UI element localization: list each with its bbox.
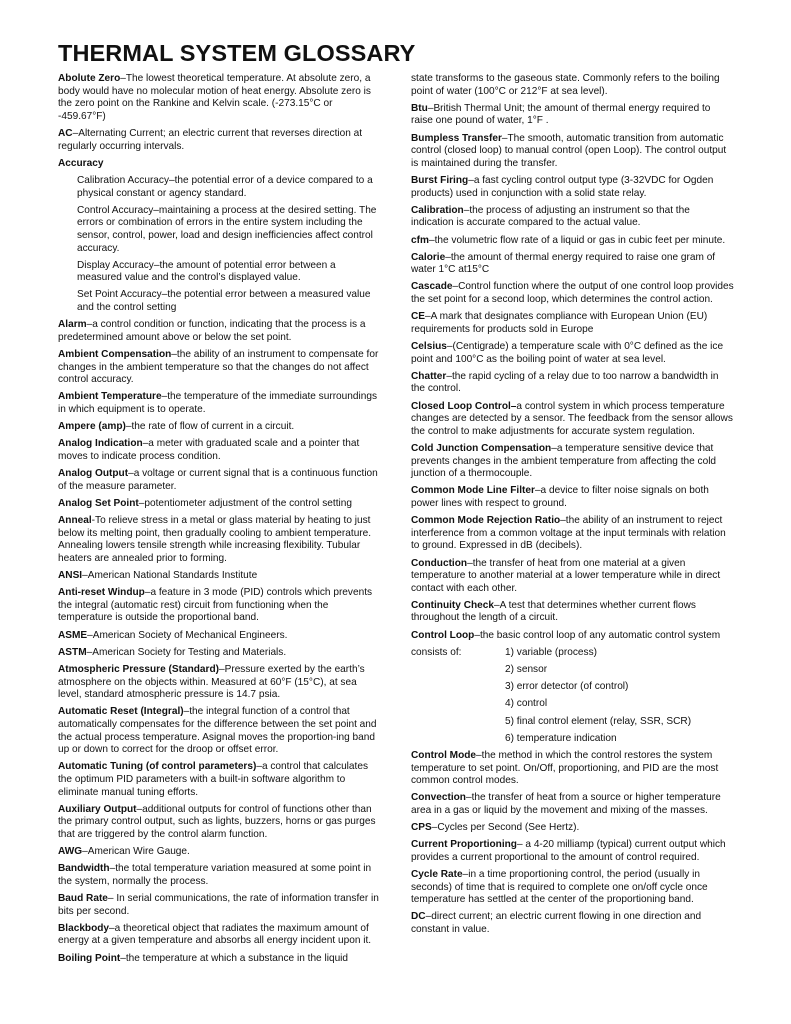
glossary-entry-calorie <box>411 252 735 277</box>
glossary-definition: –in a time proportioning control, the period (usually in seconds) of time that is required to complete one on/off cycle once temperature has settled at the center of the proportioning band. <box>411 869 708 906</box>
glossary-entry-cascade <box>411 281 735 306</box>
glossary-definition: –the temperature of the immediate surroundings in which equipment is to operate. <box>58 391 378 415</box>
glossary-entry-astm <box>58 647 381 660</box>
glossary-definition: –A mark that designates compliance with European Union (EU) requirements for products sold in Europe <box>411 311 708 335</box>
glossary-term: Ampere (amp) <box>58 421 126 433</box>
glossary-entry-ambient-compensation <box>58 349 381 387</box>
glossary-entry-accuracy <box>58 158 381 171</box>
control-loop-item: 6) temperature indication <box>505 732 617 744</box>
glossary-definition: –Pressure exerted by the earth’s atmosphere on the objects within. Measured at 60°F (15°C), at sea level, standard atmospheric pressure is 14.7 psia. <box>58 664 365 701</box>
glossary-term: cfm <box>411 234 429 246</box>
glossary-entry-convection <box>411 792 735 817</box>
glossary-definition: –the ability of an instrument to reject interference from a common voltage at the input terminals with relation to ground. Expressed in dB (decibels). <box>411 515 726 552</box>
glossary-term: Blackbody <box>58 922 110 934</box>
glossary-definition: –the rapid cycling of a relay due to too narrow a bandwidth in the control. <box>411 370 719 395</box>
glossary-definition: a control system in which process temperature changes are detected by a sensor. The feedback from the sensor allows the control to make adjustments for accurate system regulation. <box>411 400 733 437</box>
glossary-term: Control Mode <box>411 749 477 761</box>
glossary-term: Common Mode Line Filter <box>411 485 535 497</box>
glossary-definition: –the process of adjusting an instrument so that the indication is accurate compared to the actual value. <box>411 204 690 229</box>
glossary-entry-ac <box>58 128 381 153</box>
glossary-definition: –a control that calculates the optimum PID parameters with a built-in software algorithm to eliminate manual tuning efforts. <box>58 761 369 798</box>
glossary-term: Control Loop <box>411 629 475 641</box>
glossary-definition: –a temperature sensitive device that prevents changes in the ambient temperature from affecting the cold junction of a thermocouple. <box>411 442 717 480</box>
glossary-entry-ampere-amp <box>58 421 381 434</box>
glossary-definition: –The smooth, automatic transition from automatic control (closed loop) to manual control (open Loop). The control output is maintained during the transfer. <box>411 132 727 169</box>
glossary-definition: –Alternating Current; an electric current that reverses direction at regularly occurring intervals. <box>58 127 363 152</box>
glossary-definition: –Cycles per Second (See Hertz). <box>431 822 580 834</box>
glossary-term: CPS <box>411 822 432 834</box>
glossary-definition: –a theoretical object that radiates the maximum amount of energy at a given temperature and absorbs all energy incident upon it. <box>58 922 372 947</box>
glossary-entry-atmospheric-pressure-standard <box>58 664 381 702</box>
control-loop-item: 5) final control element (relay, SSR, SCR) <box>505 715 692 727</box>
glossary-entry-cycle-rate <box>411 869 735 907</box>
glossary-entry-anti-reset-windup <box>58 587 381 625</box>
glossary-term: Btu <box>411 102 428 114</box>
glossary-definition: –American Society for Testing and Materials. <box>86 646 287 658</box>
glossary-entry-conduction <box>411 558 735 596</box>
glossary-definition: –the transfer of heat from one material at a given temperature to another material at a lower temperature while in direct contact with each other. <box>411 557 721 594</box>
glossary-term: Cycle Rate <box>411 869 463 881</box>
glossary-term: Calorie <box>411 251 446 263</box>
glossary-subentry: Display Accuracy–the amount of potential error between a measured value and the control’s displayed value. <box>77 259 336 284</box>
glossary-definition: – In serial communications, the rate of information transfer in bits per second. <box>58 893 379 917</box>
glossary-term: Chatter <box>411 370 447 382</box>
glossary-term: Anti-reset Windup <box>58 587 145 599</box>
glossary-term: Accuracy <box>58 157 104 169</box>
glossary-term: Analog Output <box>58 468 129 480</box>
glossary-right-column <box>411 73 735 941</box>
glossary-term: Celsius <box>411 341 447 353</box>
glossary-term: ASME <box>58 629 88 641</box>
glossary-entry-abolute-zero <box>58 73 381 123</box>
glossary-entry-celsius <box>411 341 735 366</box>
glossary-definition: –the transfer of heat from a source or higher temperature area in a gas or liquid by the movement and mixing of the masses. <box>411 792 721 816</box>
glossary-definition: -To relieve stress in a metal or glass material by heating to just below its melting point, then gradually cooling to ambient temperature. Annealing lowers tensile strength while increasing flexibility. Tubular heaters are annealed prior to forming. <box>58 515 372 564</box>
glossary-entry-current-proportioning <box>411 839 735 864</box>
glossary-entry-control-mode <box>411 750 735 788</box>
glossary-term: AC <box>58 127 73 139</box>
glossary-entry-common-mode-line-filter <box>411 485 735 510</box>
glossary-entry-auxiliary-output <box>58 804 381 842</box>
glossary-definition: –a device to filter noise signals on both power lines with respect to ground. <box>411 485 709 509</box>
glossary-definition: –A test that determines whether current flows throughout the length of a circuit. <box>411 599 696 624</box>
glossary-definition: –potentiometer adjustment of the control setting <box>138 497 352 509</box>
glossary-term: Automatic Reset (Integral) <box>58 706 184 718</box>
glossary-entry-asme <box>58 630 381 643</box>
glossary-definition: –a fast cycling control output type (3-32VDC for Ogden products) used in conjunction with a solid state relay. <box>411 174 714 199</box>
control-loop-lead: consists of: <box>411 646 462 658</box>
glossary-term: Automatic Tuning (of control parameters) <box>58 761 257 773</box>
glossary-definition: –additional outputs for control of functions other than the primary control output, such as lights, buzzers, horns or gas purges that are triggered by the control alarm function. <box>58 803 376 840</box>
control-loop-list-first <box>411 647 735 660</box>
control-loop-item: 4) control <box>505 698 548 710</box>
glossary-entry-blackbody <box>58 923 381 948</box>
glossary-term: Convection <box>411 792 466 804</box>
glossary-term: DC <box>411 911 426 923</box>
glossary-definition: –direct current; an electric current flowing in one direction and constant in value. <box>411 911 702 936</box>
glossary-term: Conduction <box>411 557 468 569</box>
glossary-definition: –the rate of flow of current in a circuit. <box>125 421 295 433</box>
glossary-entry-ce <box>411 311 735 336</box>
glossary-entry-cfm <box>411 235 735 248</box>
glossary-term: ASTM <box>58 646 87 658</box>
glossary-entry-boiling-point <box>58 953 381 966</box>
glossary-entry-cps <box>411 822 735 835</box>
glossary-term: Auxiliary Output <box>58 803 137 815</box>
glossary-definition: –the method in which the control restores the system temperature to set point. On/Off, proportioning, and PID are the most common control modes. <box>411 749 719 787</box>
glossary-entry-continuity-check <box>411 600 735 625</box>
glossary-term: Baud Rate <box>58 893 108 905</box>
glossary-term: Analog Set Point <box>58 497 139 509</box>
glossary-term: Current Proportioning <box>411 839 517 851</box>
glossary-entry-control-loop <box>411 630 735 643</box>
glossary-definition: –the temperature at which a substance in the liquid <box>120 952 349 964</box>
page-title: THERMAL SYSTEM GLOSSARY <box>58 40 416 66</box>
glossary-definition: –American Wire Gauge. <box>82 846 190 858</box>
glossary-entry-ansi <box>58 570 381 583</box>
glossary-left-column <box>58 73 381 970</box>
glossary-term: Alarm <box>58 319 87 331</box>
glossary-entry-bumpless-transfer <box>411 133 735 171</box>
glossary-subentry: Control Accuracy–maintaining a process at the desired setting. The errors or combination of errors in the entire system including the sensor, control, power, load and design inefficiencies affect control accuracy. <box>77 204 377 254</box>
glossary-definition: –a feature in 3 mode (PID) controls which prevents the integral (automatic rest) circuit from functioning when the temperature is outside the proportional band. <box>58 587 373 624</box>
glossary-entry-dc <box>411 911 735 936</box>
glossary-entry-common-mode-rejection-ratio <box>411 515 735 553</box>
glossary-entry-ambient-temperature <box>58 391 381 416</box>
control-loop-item: 2) sensor <box>505 664 548 676</box>
glossary-entry-automatic-reset-integral <box>58 706 381 756</box>
glossary-definition: –American Society of Mechanical Engineers. <box>87 629 288 641</box>
glossary-term: Burst Firing <box>411 174 469 186</box>
glossary-entry-btu <box>411 103 735 128</box>
glossary-term: Cascade <box>411 281 453 293</box>
glossary-term: Continuity Check <box>411 599 494 611</box>
glossary-entry-baud-rate <box>58 893 381 918</box>
glossary-entry-awg <box>58 846 381 859</box>
glossary-entry-alarm <box>58 319 381 344</box>
glossary-definition: –(Centigrade) a temperature scale with 0°C defined as the ice point and 100°C as the boiling point of water at sea level. <box>411 341 724 365</box>
glossary-entry-closed-loop-control <box>411 401 735 439</box>
glossary-term: Atmospheric Pressure (Standard) <box>58 664 219 676</box>
glossary-term: Cold Junction Compensation <box>411 442 552 454</box>
glossary-term: Bandwidth <box>58 863 110 875</box>
glossary-entry-cold-junction-compensation <box>411 443 735 481</box>
glossary-entry-anneal <box>58 515 381 565</box>
glossary-term: Abolute Zero <box>58 73 121 84</box>
glossary-term: Bumpless Transfer <box>411 132 502 144</box>
glossary-definition: –British Thermal Unit; the amount of thermal energy required to raise one pound of water, 1°F . <box>411 102 711 127</box>
glossary-definition: – a 4-20 milliamp (typical) current output which provides a current proportional to the amount of control required. <box>411 839 726 863</box>
glossary-definition: –the volumetric flow rate of a liquid or gas in cubic feet per minute. <box>428 234 726 246</box>
glossary-definition: –the total temperature variation measured at some point in the system, normally the process. <box>58 863 372 887</box>
glossary-subentry: Calibration Accuracy–the potential error of a device compared to a physical constant or agency standard. <box>77 174 373 199</box>
glossary-definition: –the integral function of a control that automatically compensates for the difference between the set point and the actual process temperature. Asignal moves the proportion-ing band up or down to correct for the droop or offset error. <box>58 706 377 756</box>
glossary-definition: –Control function where the output of one control loop provides the set point for a second loop, which determines the control action. <box>411 281 734 306</box>
glossary-entry-analog-output <box>58 468 381 493</box>
glossary-definition: –a voltage or current signal that is a continuous function of the measure parameter. <box>58 468 378 492</box>
glossary-entry-analog-indication <box>58 438 381 463</box>
glossary-definition: –a control condition or function, indicating that the process is a predetermined amount above or below the set point. <box>58 319 366 343</box>
continuation-text: state transforms to the gaseous state. Commonly refers to the boiling point of water (100°C or 212°F at sea level). <box>411 73 720 97</box>
glossary-definition: –the basic control loop of any automatic control system <box>474 629 721 641</box>
glossary-entry-calibration <box>411 205 735 230</box>
glossary-entry-burst-firing <box>411 175 735 200</box>
glossary-term: CE <box>411 311 426 323</box>
glossary-definition: –a meter with graduated scale and a pointer that moves to indicate process condition. <box>58 438 360 462</box>
control-loop-item: 3) error detector (of control) <box>505 681 629 693</box>
glossary-term: AWG <box>58 846 83 858</box>
glossary-term: Ambient Temperature <box>58 391 162 403</box>
glossary-definition: –the ability of an instrument to compensate for changes in the ambient temperature so that the changes do not affect control accuracy. <box>58 349 379 386</box>
glossary-term: Calibration <box>411 204 464 216</box>
glossary-definition: –The lowest theoretical temperature. At absolute zero, a body would have no molecular motion of heat energy. Absolute zero is the zero point on the Rankine and Kelvin scale. (-273.15°C or -459.67°F) <box>58 73 371 122</box>
glossary-term: Closed Loop Control– <box>411 400 517 412</box>
glossary-term: Boiling Point <box>58 952 121 964</box>
glossary-entry-analog-set-point <box>58 498 381 511</box>
glossary-subentry: Set Point Accuracy–the potential error between a measured value and the control setting <box>77 289 371 314</box>
glossary-term: Ambient Compensation <box>58 349 172 361</box>
glossary-entry-chatter <box>411 371 735 396</box>
glossary-term: ANSI <box>58 570 83 582</box>
glossary-definition: –the amount of thermal energy required to raise one gram of water 1°C at15°C <box>411 251 716 276</box>
glossary-term: Common Mode Rejection Ratio <box>411 515 561 527</box>
control-loop-item: 1) variable (process) <box>505 646 597 658</box>
glossary-entry-automatic-tuning-of-control-parameters <box>58 761 381 799</box>
glossary-entry-bandwidth <box>58 863 381 888</box>
glossary-definition: –American National Standards Institute <box>82 570 258 582</box>
glossary-term: Anneal <box>58 515 92 527</box>
glossary-term: Analog Indication <box>58 438 143 450</box>
